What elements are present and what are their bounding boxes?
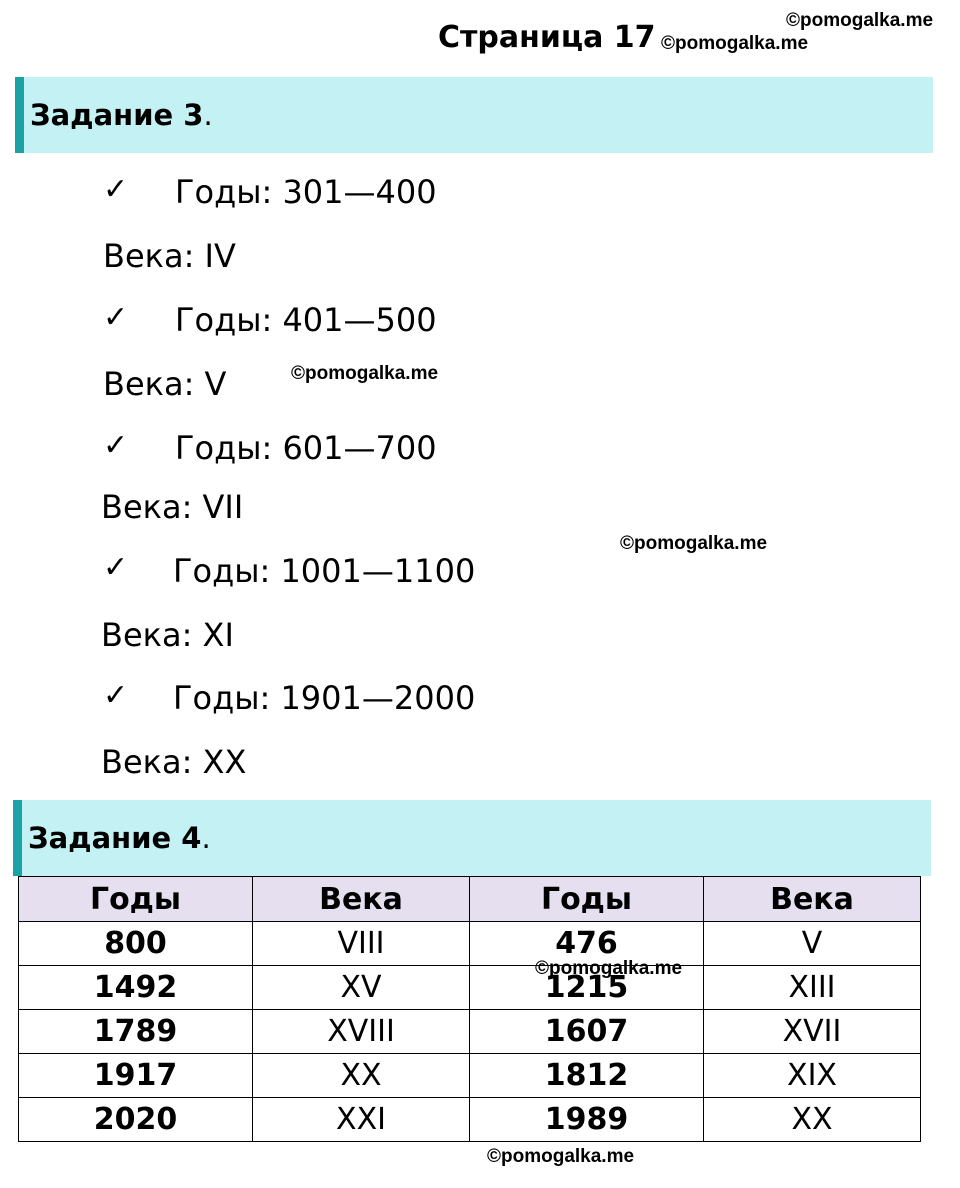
century-cell: XX	[704, 1098, 921, 1142]
century-cell: XIII	[704, 966, 921, 1010]
task3-century-3: Века: VII	[101, 488, 244, 526]
watermark-top-right: ©pomogalka.me	[786, 10, 934, 31]
century-cell: XXI	[253, 1098, 470, 1142]
century-cell: V	[704, 922, 921, 966]
task4-title-dot: .	[201, 821, 211, 855]
watermark-mid-left: ©pomogalka.me	[291, 363, 439, 384]
year-cell: 1492	[19, 966, 253, 1010]
table-row	[19, 966, 921, 1010]
task3-title-text: Задание 3	[30, 98, 204, 132]
check-icon: ✓	[103, 550, 129, 585]
task3-years-2: Годы: 401—500	[175, 301, 437, 339]
year-cell: 1607	[470, 1010, 704, 1054]
watermark-bottom: ©pomogalka.me	[487, 1146, 635, 1167]
column-header-centuries: Века	[253, 877, 470, 922]
task3-years-5: Годы: 1901—2000	[173, 679, 476, 717]
check-icon: ✓	[103, 172, 129, 207]
watermark-title: ©pomogalka.me	[661, 33, 809, 54]
watermark-mid-right: ©pomogalka.me	[620, 533, 768, 554]
century-cell: VIII	[253, 922, 470, 966]
task3-years-3: Годы: 601—700	[175, 429, 437, 467]
year-cell: 2020	[19, 1098, 253, 1142]
table-row	[19, 1010, 921, 1054]
task3-century-2: Века: V	[103, 365, 227, 403]
year-cell: 1215	[470, 966, 704, 1010]
table-header-row	[19, 877, 921, 922]
century-cell: XVIII	[253, 1010, 470, 1054]
task3-title	[30, 98, 213, 132]
year-cell: 1989	[470, 1098, 704, 1142]
check-icon: ✓	[103, 428, 129, 463]
task4-title	[28, 821, 211, 855]
column-header-centuries: Века	[704, 877, 921, 922]
task3-century-4: Века: XI	[101, 616, 234, 654]
century-cell: XV	[253, 966, 470, 1010]
table-row	[19, 1098, 921, 1142]
century-cell: XIX	[704, 1054, 921, 1098]
year-cell: 800	[19, 922, 253, 966]
answers-table	[18, 876, 921, 1142]
year-cell: 1812	[470, 1054, 704, 1098]
watermark-table: ©pomogalka.me	[535, 958, 683, 979]
task3-century-1: Века: IV	[103, 237, 236, 275]
task3-years-4: Годы: 1001—1100	[173, 552, 476, 590]
year-cell: 1917	[19, 1054, 253, 1098]
check-icon: ✓	[103, 678, 129, 713]
column-header-years: Годы	[19, 877, 253, 922]
table-row	[19, 922, 921, 966]
check-icon: ✓	[103, 300, 129, 335]
column-header-years: Годы	[470, 877, 704, 922]
task4-title-text: Задание 4	[28, 821, 202, 855]
page-title: Страница 17	[438, 20, 656, 55]
table-row	[19, 1054, 921, 1098]
year-cell: 1789	[19, 1010, 253, 1054]
task3-title-dot: .	[203, 98, 213, 132]
task3-century-5: Века: XX	[101, 743, 247, 781]
year-cell: 476	[470, 922, 704, 966]
century-cell: XVII	[704, 1010, 921, 1054]
task3-years-1: Годы: 301—400	[175, 173, 437, 211]
century-cell: XX	[253, 1054, 470, 1098]
